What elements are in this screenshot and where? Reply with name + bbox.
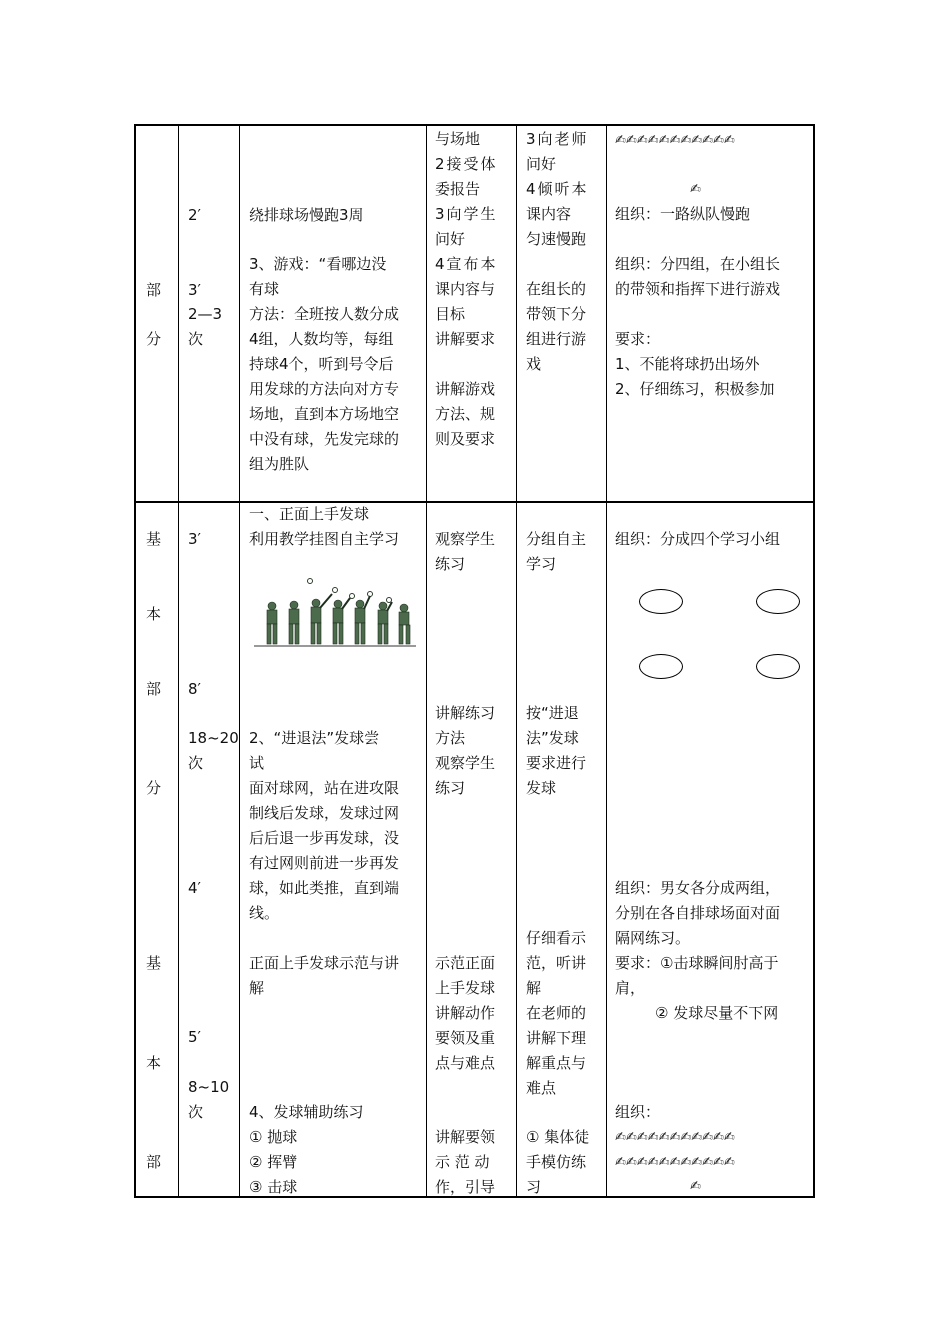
student-line: 讲解下理 — [526, 1029, 587, 1047]
teacher-line: 讲解动作 — [435, 1004, 496, 1022]
teacher-line: 3向学生 — [435, 205, 498, 223]
org-line: 组织：分成四个学习小组 — [615, 530, 781, 548]
student-line: 解重点与 — [526, 1054, 587, 1072]
content-line: 用发球的方法向对方专 — [249, 380, 400, 398]
content-line: 4组，人数均等，每组 — [249, 330, 394, 348]
student-line: 4倾听本 — [526, 180, 589, 198]
content-line: 组为胜队 — [249, 455, 310, 473]
group-circle — [639, 654, 683, 679]
time-value: 次 — [188, 1103, 204, 1121]
time-value: 次 — [188, 754, 204, 772]
teacher-line: 示范正面 — [435, 954, 496, 972]
org-line: 要求：①击球瞬间肘高于 — [615, 954, 779, 972]
content-line: 有球 — [249, 280, 280, 298]
student-line: 带领下分 — [526, 305, 587, 323]
content-line: 4、发球辅助练习 — [249, 1103, 364, 1121]
student-line: 按“进退 — [526, 704, 579, 722]
col-divider-1 — [178, 126, 179, 1196]
org-line: 2、仔细练习，积极参加 — [615, 380, 775, 398]
org-line: 要求： — [615, 330, 661, 348]
student-line: 3向老师 — [526, 130, 589, 148]
org-line: 分别在各自排球场面对面 — [615, 904, 781, 922]
student-line: 在老师的 — [526, 1004, 587, 1022]
teacher-line: 方法 — [435, 729, 466, 747]
time-value: 5′ — [188, 1028, 201, 1046]
part-label-char: 部 — [146, 1153, 162, 1171]
teacher-line: 与场地 — [435, 130, 481, 148]
part-label-char: 分 — [146, 779, 162, 797]
teacher-line: 2接受体 — [435, 155, 498, 173]
teacher-line: 则及要求 — [435, 430, 496, 448]
teacher-line: 观察学生 — [435, 754, 496, 772]
org-line: 隔网练习。 — [615, 929, 691, 947]
org-line: 肩， — [615, 979, 646, 997]
org-line: ② 发球尽量不下网 — [655, 1004, 779, 1022]
org-line: 的带领和指挥下进行游戏 — [615, 280, 781, 298]
content-line: 一、正面上手发球 — [249, 505, 370, 523]
org-line: 组织：一路纵队慢跑 — [615, 205, 751, 223]
teacher-line: 讲解游戏 — [435, 380, 496, 398]
content-line: 后后退一步再发球，没 — [249, 829, 400, 847]
content-line: 试 — [249, 754, 265, 772]
group-circle — [756, 654, 800, 679]
org-line: 组织： — [615, 1103, 661, 1121]
teacher-line: 问好 — [435, 230, 466, 248]
org-line: 组织：男女各分成两组， — [615, 879, 781, 897]
content-line: ② 挥臂 — [249, 1153, 298, 1171]
part-label-char: 基 — [146, 530, 162, 548]
col-divider-4 — [516, 126, 517, 1196]
content-line: 球，如此类推，直到端 — [249, 879, 400, 897]
student-line: 课内容 — [526, 205, 572, 223]
content-line: 正面上手发球示范与讲 — [249, 954, 400, 972]
part-label-char: 基 — [146, 954, 162, 972]
student-line: 学习 — [526, 555, 557, 573]
content-line: ① 抛球 — [249, 1128, 298, 1146]
time-value: 3′ — [188, 281, 201, 299]
content-line: 场地，直到本方场地空 — [249, 405, 400, 423]
content-line: 中没有球，先发完球的 — [249, 430, 400, 448]
teacher-position-icon: ✍ — [690, 182, 701, 197]
teacher-line: 方法、规 — [435, 405, 496, 423]
content-line: 线。 — [249, 904, 280, 922]
time-value: 次 — [188, 330, 204, 348]
teacher-line: 示 范 动 — [435, 1153, 490, 1171]
student-formation-icons: ✍✍✍✍✍✍✍✍✍✍✍ — [615, 1130, 735, 1145]
content-line: 有过网则前进一步再发 — [249, 854, 400, 872]
group-circle — [639, 589, 683, 614]
student-formation-icons: ✍✍✍✍✍✍✍✍✍✍✍ — [615, 1155, 735, 1170]
student-line: 难点 — [526, 1079, 557, 1097]
student-line: 分组自主 — [526, 530, 587, 548]
time-value: 3′ — [188, 530, 201, 548]
student-line: 习 — [526, 1178, 542, 1196]
content-line: 解 — [249, 979, 265, 997]
col-divider-3 — [426, 126, 427, 1196]
time-value: 2—3 — [188, 305, 223, 323]
teacher-line: 练习 — [435, 555, 466, 573]
student-line: 在组长的 — [526, 280, 587, 298]
content-line: 绕排球场慢跑3周 — [249, 206, 364, 224]
content-line: 方法：全班按人数分成 — [249, 305, 400, 323]
teacher-line: 委报告 — [435, 180, 481, 198]
content-line: 持球4个，听到号令后 — [249, 355, 394, 373]
col-divider-5 — [606, 126, 607, 1196]
teacher-line: 要领及重 — [435, 1029, 496, 1047]
part-label-char: 部 — [146, 680, 162, 698]
time-value: 2′ — [188, 206, 201, 224]
col-divider-2 — [239, 126, 240, 1196]
part-label-char: 本 — [146, 1054, 162, 1072]
content-line: 利用教学挂图自主学习 — [249, 530, 400, 548]
group-circle — [756, 589, 800, 614]
teacher-line: 观察学生 — [435, 530, 496, 548]
serve-sequence-figure — [252, 576, 418, 652]
student-line: 组进行游 — [526, 330, 587, 348]
org-line: 1、不能将球扔出场外 — [615, 355, 760, 373]
teacher-position-icon: ✍ — [690, 1179, 701, 1194]
org-line: 组织：分四组，在小组长 — [615, 255, 781, 273]
lesson-plan-table — [134, 124, 815, 1198]
teacher-line: 课内容与 — [435, 280, 496, 298]
student-line: 手模仿练 — [526, 1153, 587, 1171]
time-value: 4′ — [188, 879, 201, 897]
time-value: 8′ — [188, 680, 201, 698]
student-line: ① 集体徒 — [526, 1128, 590, 1146]
student-line: 匀速慢跑 — [526, 230, 587, 248]
row-divider — [136, 501, 813, 503]
student-line: 法”发球 — [526, 729, 579, 747]
content-line: 3、游戏：“看哪边没 — [249, 255, 387, 273]
content-line: 2、“进退法”发球尝 — [249, 729, 380, 747]
part-label-char: 本 — [146, 605, 162, 623]
teacher-line: 上手发球 — [435, 979, 496, 997]
student-line: 发球 — [526, 779, 557, 797]
teacher-line: 练习 — [435, 779, 466, 797]
content-line: ③ 击球 — [249, 1178, 298, 1196]
teacher-line: 点与难点 — [435, 1054, 496, 1072]
teacher-line: 4宣布本 — [435, 255, 498, 273]
student-formation-icons: ✍✍✍✍✍✍✍✍✍✍✍ — [615, 133, 735, 148]
student-line: 问好 — [526, 155, 557, 173]
teacher-line: 讲解要领 — [435, 1128, 496, 1146]
time-value: 8~10 — [188, 1078, 230, 1096]
student-line: 要求进行 — [526, 754, 587, 772]
content-line: 面对球网，站在进攻限 — [249, 779, 400, 797]
content-line: 制线后发球，发球过网 — [249, 804, 400, 822]
teacher-line: 讲解要求 — [435, 330, 496, 348]
part-label-char: 分 — [146, 330, 162, 348]
student-line: 仔细看示 — [526, 929, 587, 947]
student-line: 戏 — [526, 355, 542, 373]
teacher-line: 讲解练习 — [435, 704, 496, 722]
teacher-line: 目标 — [435, 305, 466, 323]
part-label-char: 部 — [146, 281, 162, 299]
teacher-line: 作，引导 — [435, 1178, 496, 1196]
student-line: 范，听讲 — [526, 954, 587, 972]
student-line: 解 — [526, 979, 542, 997]
time-value: 18~20 — [188, 729, 239, 747]
